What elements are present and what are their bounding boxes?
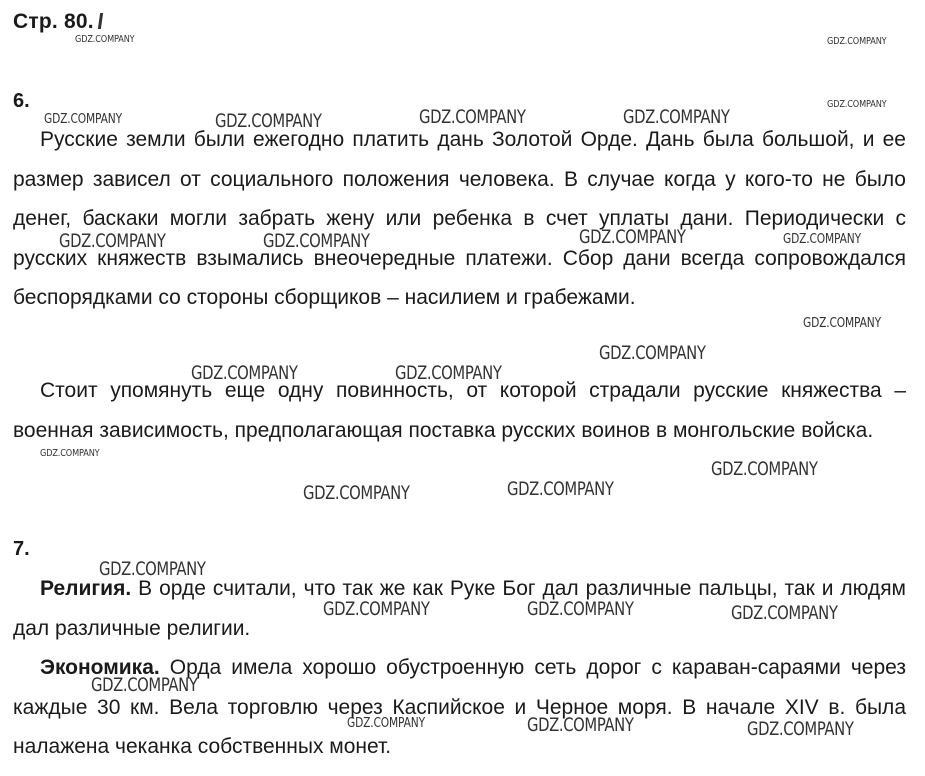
task-6-number: 6. (13, 90, 30, 112)
watermark: GDZ.COMPANY (731, 602, 838, 624)
task-7-religion-paragraph (13, 569, 906, 648)
watermark: GDZ.COMPANY (347, 716, 425, 731)
watermark: GDZ.COMPANY (527, 598, 634, 620)
watermark: GDZ.COMPANY (395, 362, 502, 384)
religion-text: В орде считали, что так же как Руке Бог дал различные пальцы, так и людям дал различные религии. (13, 577, 906, 640)
watermark: GDZ.COMPANY (527, 714, 634, 736)
watermark: GDZ.COMPANY (827, 99, 887, 110)
page-title (13, 10, 102, 34)
watermark: GDZ.COMPANY (40, 448, 100, 459)
watermark: GDZ.COMPANY (44, 112, 122, 127)
economy-text: Орда имела хорошо обустроенную сеть дорог с караван-сараями через каждые 30 км. Вела торговлю через Каспийское и Черное моря. В начале XIV в. была налажена чеканка собственных монет. (13, 656, 906, 758)
watermark: GDZ.COMPANY (91, 674, 198, 696)
watermark: GDZ.COMPANY (75, 34, 135, 45)
task-7-economy-paragraph (13, 648, 906, 767)
watermark: GDZ.COMPANY (99, 558, 206, 580)
watermark: GDZ.COMPANY (579, 226, 686, 248)
watermark: GDZ.COMPANY (59, 230, 166, 252)
watermark: GDZ.COMPANY (507, 478, 614, 500)
watermark: GDZ.COMPANY (783, 232, 861, 247)
watermark: GDZ.COMPANY (599, 342, 706, 364)
title-mark (98, 13, 103, 29)
task-6-paragraph-2 (13, 371, 906, 450)
watermark: GDZ.COMPANY (747, 718, 854, 740)
watermark: GDZ.COMPANY (711, 458, 818, 480)
watermark: GDZ.COMPANY (323, 598, 430, 620)
task-6-paragraph-1 (13, 120, 906, 318)
task-6-paragraph-1-text: Русские земли были ежегодно платить дань Золотой Орде. Дань была большой, и ее размер зависел от социального положения человека. В случае когда у кого-то не было денег, баскаки могли забрать жену или ребенка в счет уплаты дани. Периодически с русских княжеств взымались внеочередные платежи. Сбор дани всегда сопровождался беспорядками со стороны сборщиков – насилием и грабежами. (13, 128, 906, 309)
watermark: GDZ.COMPANY (623, 106, 730, 128)
watermark: GDZ.COMPANY (303, 482, 410, 504)
watermark: GDZ.COMPANY (263, 230, 370, 252)
task-7-number: 7. (13, 538, 30, 560)
watermark: GDZ.COMPANY (803, 316, 881, 331)
task-6-paragraph-2-text: Стоит упомянуть еще одну повинность, от которой страдали русские княжества – военная зависимость, предполагающая поставка русских воинов в монгольские войска. (13, 379, 906, 442)
watermark: GDZ.COMPANY (191, 362, 298, 384)
watermark: GDZ.COMPANY (215, 110, 322, 132)
watermark: GDZ.COMPANY (827, 36, 887, 47)
religion-label: Религия. (40, 577, 132, 600)
watermark: GDZ.COMPANY (419, 106, 526, 128)
economy-label: Экономика. (40, 656, 160, 679)
page-title-text: Стр. 80. (13, 10, 94, 33)
